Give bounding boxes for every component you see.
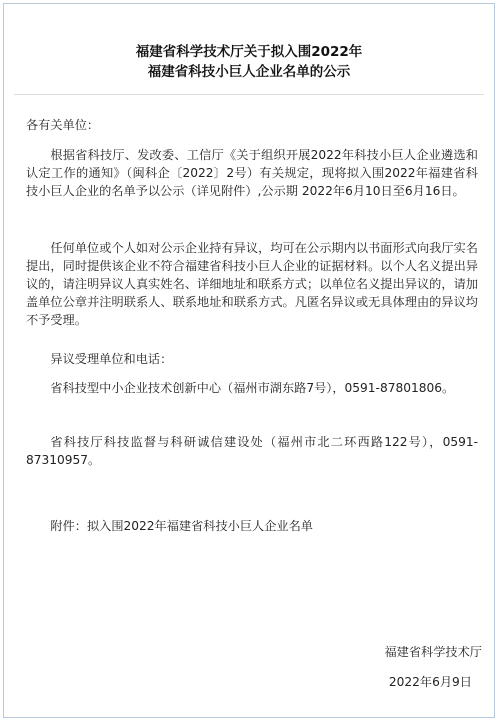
issuer-name: 福建省科学技术厅 bbox=[384, 645, 482, 659]
paragraph-basis: 根据省科技厅、发改委、工信厅《关于组织开展2022年科技小巨人企业遴选和认定工作的通知》（闽科企〔2022〕2号）有关规定，现将拟入围2022年福建省科技小巨人企业的名单予以公示（详见附件）,公示期 2022年6月10日至6月16日。 bbox=[26, 148, 478, 198]
title-divider bbox=[14, 94, 484, 95]
contact-innovation-center: 省科技型中小企业技术创新中心（福州市湖东路7号），0591-87801806。 bbox=[50, 381, 455, 395]
contact-supervision-office: 省科技厅科技监督与科研诚信建设处（福州市北二环西路122号），0591-87310957。 bbox=[26, 435, 478, 467]
document-frame bbox=[3, 3, 495, 718]
notice-title-line-1: 福建省科学技术厅关于拟入围2022年 bbox=[135, 44, 363, 60]
contact-heading: 异议受理单位和电话： bbox=[50, 352, 173, 366]
notice-title-line-2: 福建省科技小巨人企业名单的公示 bbox=[147, 64, 351, 80]
paragraph-objection: 任何单位或个人如对公示企业持有异议，均可在公示期内以书面形式向我厅实名提出，同时提供该企业不符合福建省科技小巨人企业的证据材料。以个人名义提出异议的，请注明异议人真实姓名、详细地址和联系方式；以单位名义提出异议的，请加盖单位公章并注明联系人、联系地址和联系方式。凡匿名异议或无具体理由的异议均不予受理。 bbox=[26, 241, 478, 327]
attachment-link[interactable]: 附件：拟入围2022年福建省科技小巨人企业名单 bbox=[50, 519, 313, 533]
notice-title bbox=[4, 42, 494, 82]
issue-date: 2022年6月9日 bbox=[388, 675, 472, 689]
salutation: 各有关单位： bbox=[26, 118, 100, 132]
